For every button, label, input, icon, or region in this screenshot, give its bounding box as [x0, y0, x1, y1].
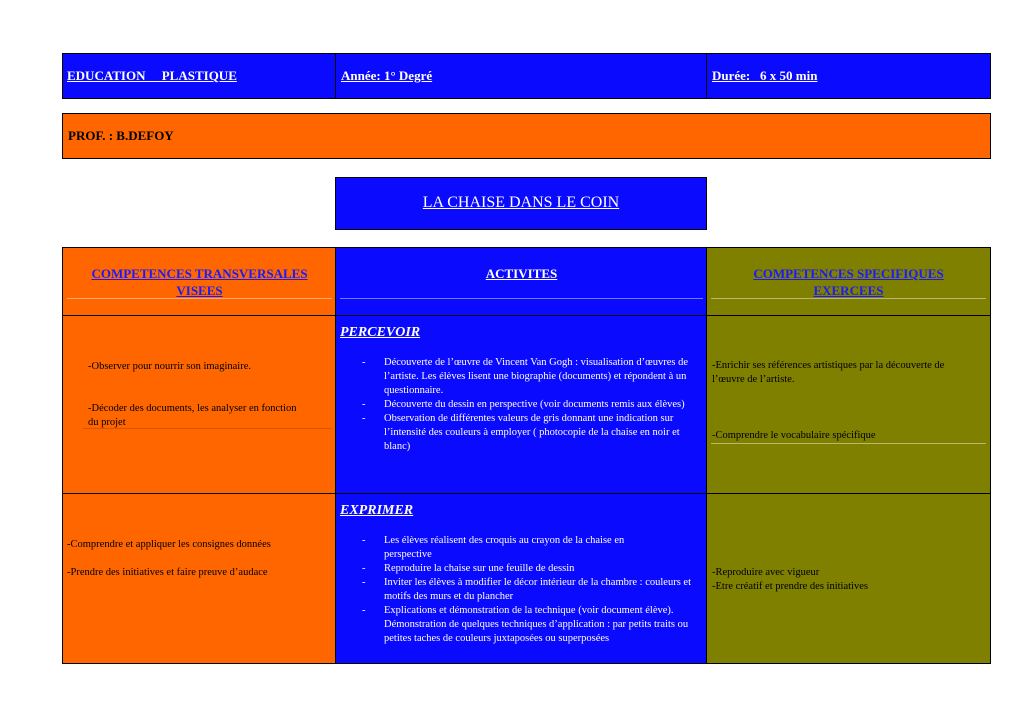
prof-cell	[62, 113, 991, 159]
divider	[67, 298, 332, 299]
percevoir-transversal-cell	[62, 315, 337, 495]
divider	[340, 298, 703, 299]
col-transversal-title: COMPETENCES TRANSVERSALES VISEES	[91, 266, 308, 298]
header-duration: Durée: 6 x 50 min	[712, 68, 818, 83]
prof-name: PROF. : B.DEFOY	[68, 128, 174, 143]
exprimer-specific-cell	[706, 493, 991, 664]
header-year-cell	[335, 53, 708, 99]
list-item: - Les élèves réalisent des croquis au crayon de la chaise en perspective	[356, 534, 701, 562]
exprimer-transversal-cell	[62, 493, 337, 664]
exprimer-activities-cell	[335, 493, 708, 664]
list-item: - Découverte de l’œuvre de Vincent Van Gogh : visualisation d’œuvres de l’artiste. Les élèves lisent une biographie (documents) et répondent à un questionnaire.	[356, 356, 701, 398]
percevoir-activities-cell	[335, 315, 708, 495]
exprimer-transversal-1: -Comprendre et appliquer les consignes données	[67, 539, 271, 550]
exprimer-specific-1: -Reproduire avec vigueur	[712, 567, 820, 578]
header-subject: EDUCATION PLASTIQUE	[67, 68, 237, 83]
list-item: - Inviter les élèves à modifier le décor intérieur de la chambre : couleurs et motifs des murs et du plancher	[356, 576, 701, 604]
percevoir-specific-1: -Enrichir ses références artistiques par la découverte de l’œuvre de l’artiste.	[712, 360, 945, 385]
col-specific-title: COMPETENCES SPECIFIQUES EXERCEES	[753, 266, 944, 298]
exprimer-transversal-2: -Prendre des initiatives et faire preuve d’audace	[67, 567, 268, 578]
page-title: LA CHAISE DANS LE COIN	[422, 194, 620, 211]
col-specific-header	[706, 247, 991, 317]
divider	[711, 443, 986, 444]
header-year: Année: 1° Degré	[341, 68, 433, 83]
percevoir-transversal-1: -Observer pour nourrir son imaginaire.	[88, 361, 251, 372]
exprimer-activities-list	[356, 534, 701, 646]
col-activities-title: ACTIVITES	[485, 266, 558, 281]
list-item: - Découverte du dessin en perspective (voir documents remis aux élèves)	[356, 398, 701, 412]
percevoir-section-label: PERCEVOIR	[340, 325, 421, 340]
header-subject-cell	[62, 53, 337, 99]
col-activities-header	[335, 247, 708, 317]
percevoir-specific-2: -Comprendre le vocabulaire spécifique	[712, 430, 876, 441]
divider	[83, 428, 332, 429]
col-transversal-header	[62, 247, 337, 317]
list-item: - Explications et démonstration de la technique (voir document élève). Démonstration de quelques techniques d’application : par petits traits ou petites taches de couleurs juxtaposées ou superposées	[356, 604, 701, 646]
list-item: - Observation de différentes valeurs de gris donnant une indication sur l’intensité des couleurs à employer ( photocopie de la chaise en noir et blanc)	[356, 412, 701, 454]
percevoir-specific-cell	[706, 315, 991, 495]
list-item: - Reproduire la chaise sur une feuille de dessin	[356, 562, 701, 576]
exprimer-section-label: EXPRIMER	[340, 503, 414, 518]
title-box	[335, 177, 707, 230]
percevoir-transversal-2: -Décoder des documents, les analyser en fonction du projet	[88, 403, 297, 428]
header-duration-cell	[706, 53, 991, 99]
divider	[711, 298, 986, 299]
exprimer-specific-2: -Etre créatif et prendre des initiatives	[712, 581, 868, 592]
percevoir-activities-list	[356, 356, 701, 454]
